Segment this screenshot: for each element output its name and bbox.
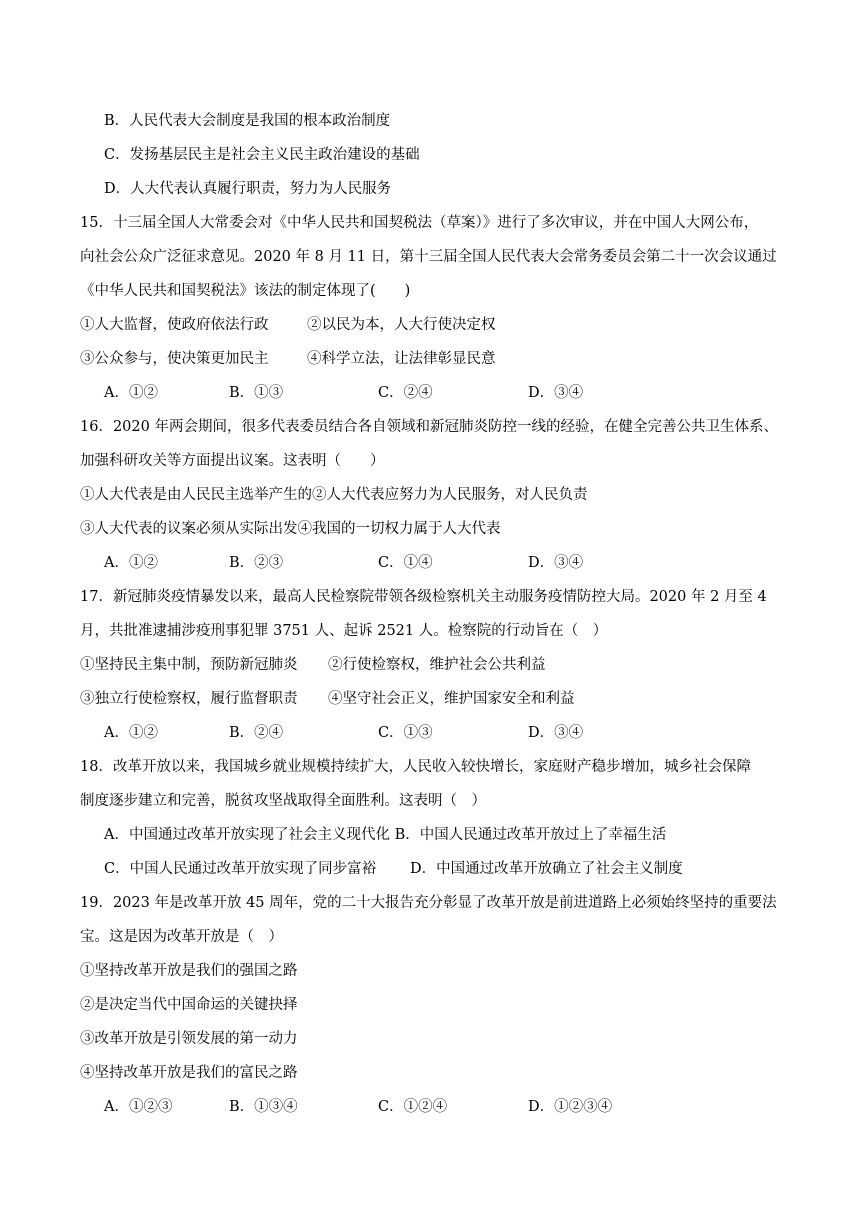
q15-statement-1: ①人大监督，使政府依法行政 xyxy=(80,317,269,333)
q15-statements-row-2 xyxy=(80,349,780,369)
q19-statement-4: ④坚持改革开放是我们的富民之路 xyxy=(80,1065,298,1081)
q16-option-a[interactable]: A．①② xyxy=(104,555,158,571)
q16-option-c[interactable]: C．①④ xyxy=(378,555,433,571)
q17-statement-4: ④坚守社会正义，维护国家安全和利益 xyxy=(328,691,575,707)
q18-options-ab[interactable]: A．中国通过改革开放实现了社会主义现代化 B．中国人民通过改革开放过上了幸福生活 xyxy=(104,827,667,843)
q15-statement-2: ②以民为本，人大行使决定权 xyxy=(307,317,496,333)
q19-option-c[interactable]: C．①②④ xyxy=(378,1099,448,1115)
q18-stem-line-2: 制度逐步建立和完善，脱贫攻坚战取得全面胜利。这表明（ ） xyxy=(80,793,486,809)
q15-option-b[interactable]: B．①③ xyxy=(229,385,284,401)
q14-option-c: C．发扬基层民主是社会主义民主政治建设的基础 xyxy=(104,147,420,163)
q17-option-a[interactable]: A．①② xyxy=(104,725,158,741)
q18-option-d[interactable]: D．中国通过改革开放确立了社会主义制度 xyxy=(410,861,683,877)
q16-option-d[interactable]: D．③④ xyxy=(528,555,584,571)
q16-option-b[interactable]: B．②③ xyxy=(229,555,284,571)
q15-stem-line-3: 《中华人民共和国契税法》该法的制定体现了( ) xyxy=(80,283,411,299)
q17-stem-line-2: 月，共批准逮捕涉疫刑事犯罪 3751 人、起诉 2521 人。检察院的行动旨在（ ） xyxy=(80,623,608,639)
q14-option-d: D．人大代表认真履行职责，努力为人民服务 xyxy=(104,181,392,197)
q19-statement-3: ③改革开放是引领发展的第一动力 xyxy=(80,1031,298,1047)
q19-option-a[interactable]: A．①②③ xyxy=(104,1099,173,1115)
q17-option-d[interactable]: D．③④ xyxy=(528,725,584,741)
q18-stem-line-1: 18．改革开放以来，我国城乡就业规模持续扩大，人民收入较快增长，家庭财产稳步增加，城乡社会保障 xyxy=(80,759,751,775)
q17-option-c[interactable]: C．①③ xyxy=(378,725,433,741)
q19-option-b[interactable]: B．①③④ xyxy=(229,1099,298,1115)
q17-statement-2: ②行使检察权，维护社会公共利益 xyxy=(328,657,546,673)
q17-option-b[interactable]: B．②④ xyxy=(229,725,284,741)
q15-statement-3: ③公众参与，使决策更加民主 xyxy=(80,351,269,367)
q16-options xyxy=(104,553,804,573)
q18-option-c[interactable]: C．中国人民通过改革开放实现了同步富裕 xyxy=(104,861,377,877)
q17-statements-row-2 xyxy=(80,689,780,709)
q15-option-d[interactable]: D．③④ xyxy=(528,385,584,401)
q16-statements-row-2: ③人大代表的议案必须从实际出发④我国的一切权力属于人大代表 xyxy=(80,521,501,537)
q19-statement-2: ②是决定当代中国命运的关键抉择 xyxy=(80,997,298,1013)
q17-stem-line-1: 17．新冠肺炎疫情暴发以来，最高人民检察院带领各级检察机关主动服务疫情防控大局。2020 年 2 月至 4 xyxy=(80,589,767,605)
q16-statements-row-1: ①人大代表是由人民民主选举产生的②人大代表应努力为人民服务，对人民负责 xyxy=(80,487,588,503)
q18-options-cd xyxy=(104,859,804,879)
q15-stem-line-1: 15．十三届全国人大常委会对《中华人民共和国契税法（草案）》进行了多次审议，并在中国人大网公布， xyxy=(80,215,759,231)
q14-option-b: B．人民代表大会制度是我国的根本政治制度 xyxy=(104,113,391,129)
q15-stem-line-2: 向社会公众广泛征求意见。2020 年 8 月 11 日，第十三届全国人民代表大会常务委员会第二十一次会议通过 xyxy=(80,249,777,265)
q15-statements-row-1 xyxy=(80,315,780,335)
q19-options xyxy=(104,1097,804,1117)
q17-options xyxy=(104,723,804,743)
q19-statement-1: ①坚持改革开放是我们的强国之路 xyxy=(80,963,298,979)
q17-statement-3: ③独立行使检察权，履行监督职责 xyxy=(80,691,298,707)
q17-statements-row-1 xyxy=(80,655,780,675)
q19-stem-line-1: 19．2023 年是改革开放 45 周年，党的二十大报告充分彰显了改革开放是前进道路上必须始终坚持的重要法 xyxy=(80,895,777,911)
q19-stem-line-2: 宝。这是因为改革开放是（ ） xyxy=(80,929,283,945)
q15-option-c[interactable]: C．②④ xyxy=(378,385,433,401)
q15-option-a[interactable]: A．①② xyxy=(104,385,158,401)
q19-option-d[interactable]: D．①②③④ xyxy=(528,1099,613,1115)
q15-statement-4: ④科学立法，让法律彰显民意 xyxy=(307,351,496,367)
q15-options xyxy=(104,383,804,403)
q16-stem-line-2: 加强科研攻关等方面提出议案。这表明（ ） xyxy=(80,453,385,469)
q16-stem-line-1: 16．2020 年两会期间，很多代表委员结合各自领域和新冠肺炎防控一线的经验，在健全完善公共卫生体系、 xyxy=(80,419,778,435)
q17-statement-1: ①坚持民主集中制，预防新冠肺炎 xyxy=(80,657,298,673)
